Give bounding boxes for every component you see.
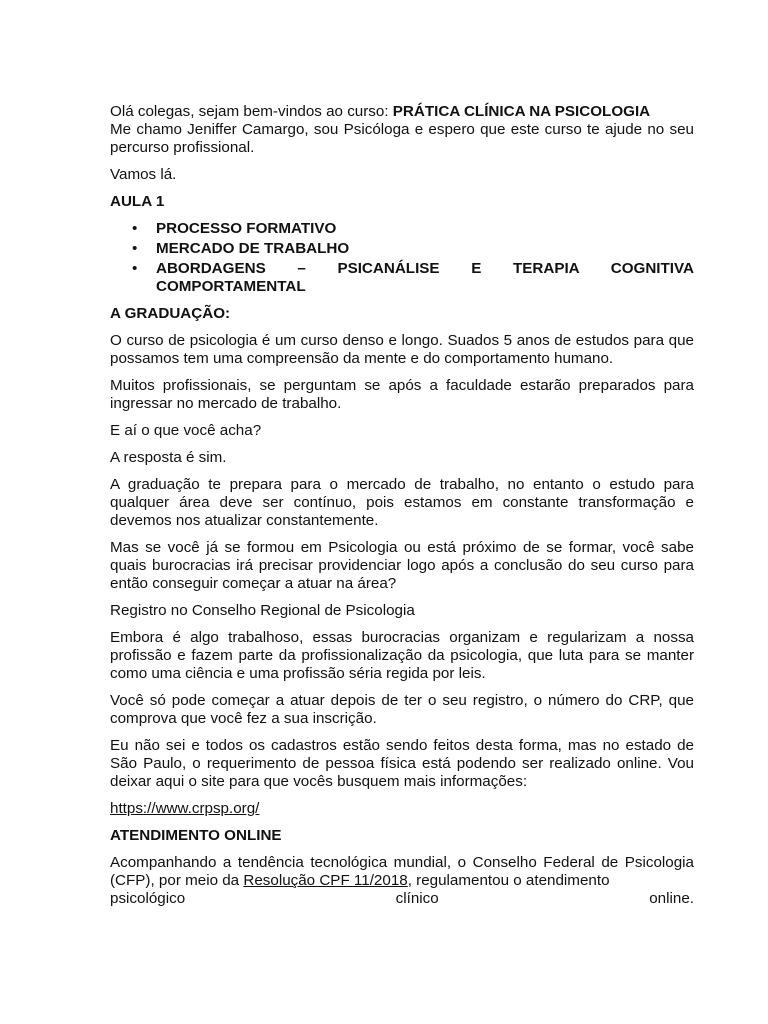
list-item (110, 260, 694, 296)
topic-label: PROCESSO FORMATIVO (156, 220, 337, 237)
online-paragraph-last-line: psicológico clínico online. (110, 890, 694, 907)
graduation-heading: A GRADUAÇÃO: (110, 305, 231, 322)
graduation-paragraph-5: A graduação te prepara para o mercado de trabalho, no entanto o estudo para qualquer área deve ser contínuo, pois estamos em constante transformação e devemos nos atualizar constantemente. (110, 476, 694, 529)
list-item (110, 240, 694, 258)
graduation-paragraph-7: Registro no Conselho Regional de Psicologia (110, 602, 415, 619)
graduation-paragraph-2: Muitos profissionais, se perguntam se após a faculdade estarão preparados para ingressar no mercado de trabalho. (110, 377, 694, 412)
online-text-before: Acompanhando a tendência tecnológica mundial, o Conselho Federal de Psicologia (CFP), por meio da (110, 854, 694, 889)
bullet-icon: • (132, 260, 138, 277)
presentation-text: Me chamo Jeniffer Camargo, sou Psicóloga e espero que este curso te ajude no seu percurso profissional. (110, 121, 694, 156)
online-heading: ATENDIMENTO ONLINE (110, 827, 282, 844)
topic-label: ABORDAGENS – PSICANÁLISE E TERAPIA COGNITIVA COMPORTAMENTAL (156, 260, 694, 295)
resolution-link[interactable]: Resolução CPF 11/2018 (243, 872, 408, 889)
graduation-paragraph-10: Eu não sei e todos os cadastros estão sendo feitos desta forma, mas no estado de São Paulo, o requerimento de pessoa física está podendo ser realizado online. Vou deixar aqui o site para que vocês busquem mais informações: (110, 737, 694, 790)
course-title: PRÁTICA CLÍNICA NA PSICOLOGIA (392, 103, 651, 120)
lesson-title: AULA 1 (110, 193, 165, 210)
online-paragraph (110, 854, 694, 890)
bullet-icon: • (132, 240, 138, 257)
graduation-paragraph-3: E aí o que você acha? (110, 422, 262, 439)
crp-website-link[interactable]: https://www.crpsp.org/ (110, 800, 260, 817)
topic-label: MERCADO DE TRABALHO (156, 240, 350, 257)
bullet-icon: • (132, 220, 138, 237)
graduation-paragraph-6: Mas se você já se formou em Psicologia ou está próximo de se formar, você sabe quais burocracias irá precisar providenciar logo após a conclusão do seu curso para então conseguir começar a atuar na área? (110, 539, 694, 592)
online-text-after: , regulamentou o atendimento (407, 872, 610, 889)
graduation-paragraph-8: Embora é algo trabalhoso, essas burocracias organizam e regularizam a nossa profissão e fazem parte da profissionalização da psicologia, que luta para se manter como uma ciência e uma profissão séria regida por leis. (110, 629, 694, 682)
intro-paragraph (110, 103, 694, 157)
document-body (110, 103, 694, 917)
greeting-text: Olá colegas, sejam bem-vindos ao curso: (110, 103, 393, 120)
topic-list (110, 220, 694, 296)
graduation-paragraph-4: A resposta é sim. (110, 449, 227, 466)
list-item (110, 220, 694, 238)
crp-link-paragraph (110, 800, 694, 818)
graduation-paragraph-9: Você só pode começar a atuar depois de ter o seu registro, o número do CRP, que comprova que você fez a sua inscrição. (110, 692, 694, 727)
graduation-paragraph-1: O curso de psicologia é um curso denso e longo. Suados 5 anos de estudos para que possamos tem uma compreensão da mente e do comportamento humano. (110, 332, 694, 367)
lets-go-text: Vamos lá. (110, 166, 177, 183)
